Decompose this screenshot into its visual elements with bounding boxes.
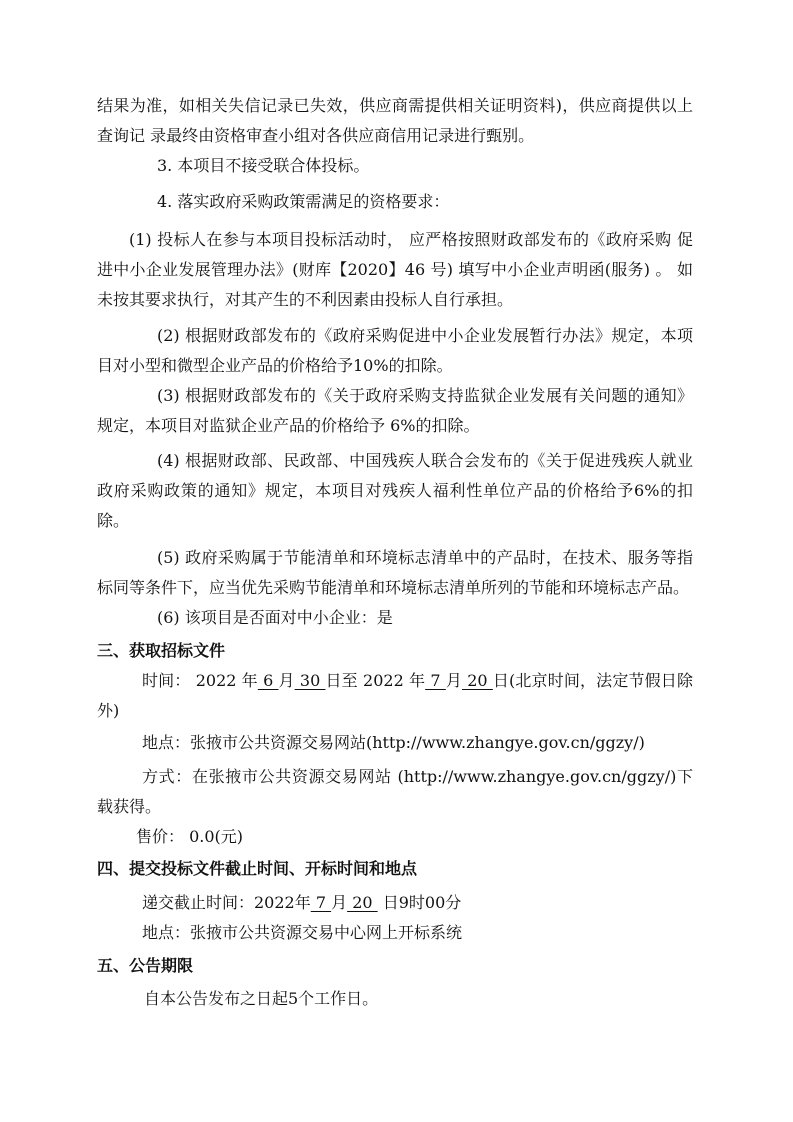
- tender-doc-price-line: 售价： 0.0(元): [136, 827, 244, 846]
- announcement-period-line: 自本公告发布之日起5个工作日。: [144, 989, 379, 1008]
- paragraph-sub-3: (3) 根据财政部发布的《关于政府采购支持监狱企业发展有关问题的通知》 规定，本项目对监狱企业产品的价格给予 6%的扣除。: [97, 386, 693, 435]
- bid-opening-location-line: 地点：张掖市公共资源交易中心网上开标系统: [142, 923, 463, 942]
- text-segment: 日9时00分: [377, 893, 462, 912]
- underlined-blank-value: 6: [257, 671, 279, 690]
- text-segment: 时间： 2022 年: [142, 671, 258, 690]
- text-segment: 日(北京时间，法定节假日除外): [97, 671, 693, 720]
- underlined-blank-value: 30: [294, 671, 326, 690]
- underlined-blank-value: 20: [462, 671, 493, 690]
- tender-doc-time-line: [97, 666, 693, 726]
- paragraph-item-4: 4. 落实政府采购政策需满足的资格要求：: [157, 192, 450, 211]
- text-segment: 递交截止时间：2022年: [142, 893, 311, 912]
- paragraph-intro-continuation: 结果为准，如相关失信记录已失效，供应商需提供相关证明资料)，供应商提供以上查询记 录最终由资格审查小组对各供应商信用记录进行甄别。: [97, 96, 693, 145]
- paragraph-sub-2: (2) 根据财政部发布的《政府采购促进中小企业发展暂行办法》规定，本项 目对小型和微型企业产品的价格给予10%的扣除。: [97, 326, 693, 375]
- submission-deadline-line: [97, 888, 693, 918]
- paragraph-sub-1: (1) 投标人在参与本项目投标活动时， 应严格按照财政部发布的《政府采购 促进中小企业发展管理办法》(财库【2020】46 号) 填写中小企业声明函(服务) 。 如未按其要求执行，对其产生的不利因素由投标人自行承担。: [97, 230, 693, 309]
- paragraph-item-3: 3. 本项目不接受联合体投标。: [157, 156, 370, 175]
- paragraph-sub-5: (5) 政府采购属于节能清单和环境标志清单中的产品时，在技术、服务等指标同等条件下，应当优先采购节能清单和环境标志清单所列的节能和环境标志产品。: [97, 548, 693, 597]
- text-segment: 月: [278, 671, 295, 690]
- section-4-heading: 四、提交投标文件截止时间、开标时间和地点: [97, 859, 418, 878]
- tender-doc-method-line: 方式：在张掖市公共资源交易网站 (http://www.zhangye.gov.cn/ggzy/)下载获得。: [97, 767, 693, 816]
- section-5-heading: 五、公告期限: [97, 956, 194, 975]
- underlined-blank-value: 7: [425, 671, 446, 690]
- underlined-blank-value: 7: [310, 893, 332, 912]
- text-segment: 日至 2022 年: [325, 671, 426, 690]
- text-segment: 月: [331, 893, 348, 912]
- section-3-heading: 三、获取招标文件: [97, 641, 226, 660]
- underlined-blank-value: 20: [347, 893, 378, 912]
- paragraph-sub-6: (6) 该项目是否面对中小企业：是: [157, 608, 393, 627]
- text-segment: 月: [445, 671, 462, 690]
- tender-doc-location-line: 地点：张掖市公共资源交易网站(http://www.zhangye.gov.cn/ggzy/): [142, 733, 645, 752]
- paragraph-sub-4: (4) 根据财政部、民政部、中国残疾人联合会发布的《关于促进残疾人就业政府采购政策的通知》规定，本项目对残疾人福利性单位产品的价格给予6%的扣除。: [97, 451, 693, 530]
